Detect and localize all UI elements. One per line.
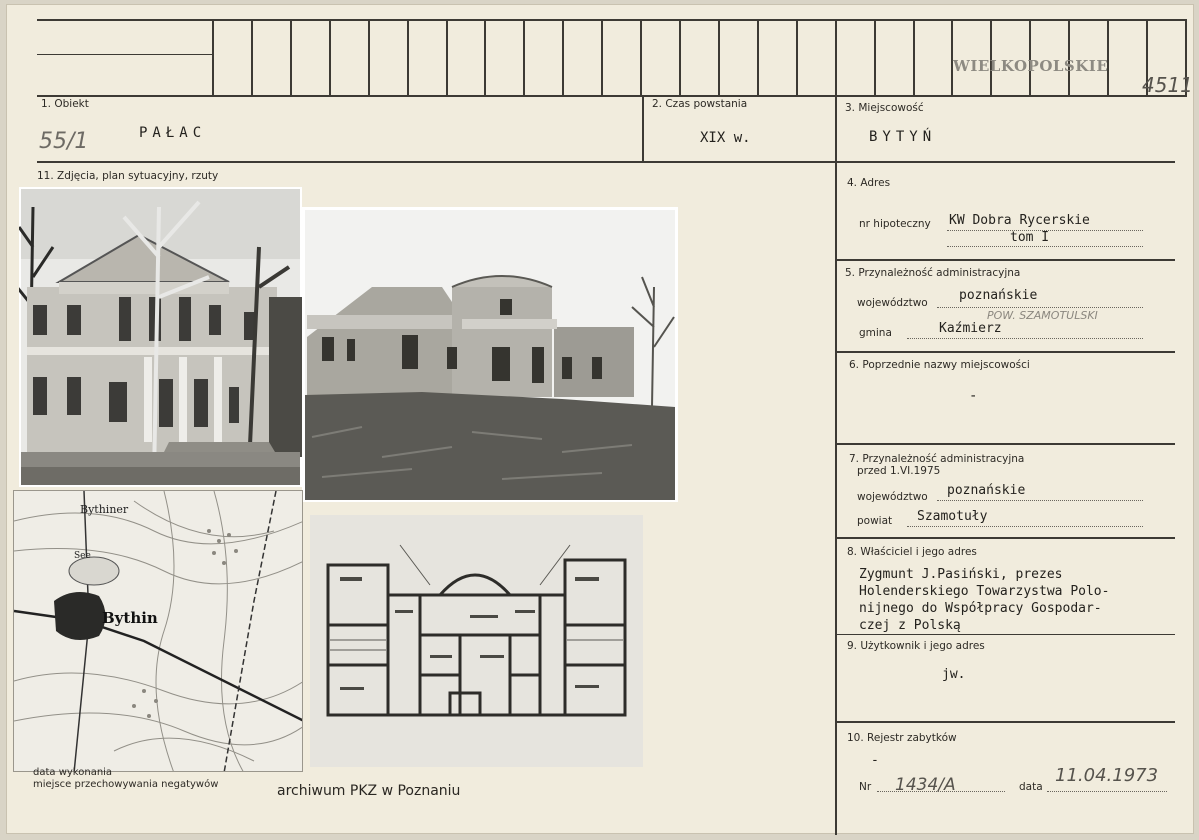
header-cell-divider: [407, 19, 409, 97]
map-town-label: Bythin: [102, 609, 158, 627]
field-4-label: 4. Adres: [847, 177, 891, 189]
floor-plan: [310, 515, 643, 767]
field-10-data-label: data: [1019, 781, 1043, 793]
field-6-label: 6. Poprzednie nazwy miejscowości: [849, 359, 1030, 371]
header-cell-divider: [484, 19, 486, 97]
header-cell-divider: [523, 19, 525, 97]
field-10-label: 10. Rejestr zabytków: [847, 732, 957, 744]
field-4-sub-label: nr hipoteczny: [859, 218, 931, 230]
header-cell-divider: [679, 19, 681, 97]
header-cell-divider: [562, 19, 564, 97]
field-5-label: 5. Przynależność administracyjna: [845, 267, 1021, 279]
field-7-label-line2: przed 1.VI.1975: [857, 465, 941, 477]
field-10-nr-value: 1434/A: [895, 775, 956, 795]
header-cell-divider: [796, 19, 798, 97]
inventory-number: 4511: [1142, 73, 1193, 97]
header-cell-divider: [290, 19, 292, 97]
divider-1-2: [642, 95, 644, 163]
field-2-value: XIX w.: [700, 130, 751, 146]
header-cell-divider: [212, 19, 214, 97]
header-cell-divider: [874, 19, 876, 97]
field-6-bottom-rule: [835, 443, 1175, 445]
photo-palace-front: [19, 187, 302, 487]
field-8-line-2: Holenderskiego Towarzystwa Polo-: [859, 584, 1110, 599]
field-7-powiat-value: Szamotuły: [917, 509, 988, 524]
footer-storage-value: archiwum PKZ w Poznaniu: [277, 783, 461, 799]
field-6-value: -: [969, 388, 978, 404]
field-7-dotline-2: [907, 526, 1143, 527]
map-north-label: Bythiner: [80, 503, 129, 516]
header-bottom-rule: [37, 95, 1187, 97]
field-10-nr-label: Nr: [859, 781, 872, 793]
field-7-wojewodztwo-value: poznańskie: [947, 483, 1026, 498]
field-10-dash: -: [871, 753, 879, 768]
field-10-data-dotline: [1047, 791, 1167, 792]
field-7-dotline-1: [937, 500, 1143, 501]
footer-storage-label: miejsce przechowywania negatywów: [33, 779, 219, 790]
field-5-wojewodztwo-label: województwo: [857, 297, 928, 309]
divider-right-column: [835, 95, 837, 835]
field-1-value: PAŁAC: [139, 125, 207, 141]
header-top-rule: [37, 19, 1187, 21]
field-5-pencil-note: POW. SZAMOTULSKI: [987, 309, 1098, 322]
field-5-dotline-2: [907, 338, 1143, 339]
row1-bottom-rule-right: [835, 161, 1175, 163]
field-8-line-3: nijnego do Współpracy Gospodar-: [859, 601, 1102, 616]
field-7-powiat-label: powiat: [857, 515, 893, 527]
field-2-label: 2. Czas powstania: [652, 98, 748, 110]
header-cell-divider: [251, 19, 253, 97]
header-left-midrule: [37, 54, 212, 55]
field-1-handwritten-number: 55/1: [39, 129, 89, 154]
field-5-gmina-label: gmina: [859, 327, 892, 339]
field-3-value: BYTYŃ: [869, 129, 937, 145]
header-cell-divider: [913, 19, 915, 97]
header-cell-divider: [329, 19, 331, 97]
field-10-data-value: 11.04.1973: [1055, 765, 1159, 786]
field-8-line-4: czej z Polską: [859, 618, 961, 633]
field-7-label-line1: 7. Przynależność administracyjna: [849, 453, 1025, 465]
header-cell-divider: [446, 19, 448, 97]
field-7-bottom-rule: [835, 537, 1175, 539]
inventory-card: [6, 4, 1194, 834]
situational-map: [13, 490, 303, 772]
field-8-bottom-rule: [835, 634, 1175, 635]
field-3-label: 3. Miejscowość: [845, 102, 924, 114]
field-9-value: jw.: [942, 667, 966, 682]
field-1-label: 1. Obiekt: [41, 98, 89, 110]
field-5-dotline-1: [937, 307, 1143, 308]
field-4-bottom-rule: [835, 259, 1175, 261]
field-8-line-1: Zygmunt J.Pasiński, prezes: [859, 567, 1063, 582]
header-cell-divider: [601, 19, 603, 97]
field-9-bottom-rule: [835, 721, 1175, 723]
header-cell-divider: [368, 19, 370, 97]
field-8-label: 8. Właściciel i jego adres: [847, 546, 977, 558]
field-10-nr-dotline: [877, 791, 1005, 792]
header-cell-divider: [835, 19, 837, 97]
field-4-dotline-2: [947, 246, 1143, 247]
field-5-gmina-value: Kaźmierz: [939, 321, 1002, 336]
field-5-bottom-rule: [835, 351, 1175, 353]
region-stamp: WIELKOPOLSKIE: [953, 57, 1109, 75]
map-lake-label: See: [74, 551, 91, 561]
field-4-value-line2: tom I: [1010, 230, 1050, 245]
footer-date-label: data wykonania: [33, 767, 113, 778]
header-cell-divider: [640, 19, 642, 97]
row1-bottom-rule: [37, 161, 837, 163]
header-cell-divider: [718, 19, 720, 97]
field-11-label: 11. Zdjęcia, plan sytuacyjny, rzuty: [37, 170, 219, 182]
field-7-wojewodztwo-label: województwo: [857, 491, 928, 503]
header-cell-divider: [757, 19, 759, 97]
field-9-label: 9. Użytkownik i jego adres: [847, 640, 985, 652]
field-4-value-line1: KW Dobra Rycerskie: [949, 213, 1090, 228]
photo-palace-side: [302, 207, 678, 502]
field-5-wojewodztwo-value: poznańskie: [959, 288, 1038, 303]
